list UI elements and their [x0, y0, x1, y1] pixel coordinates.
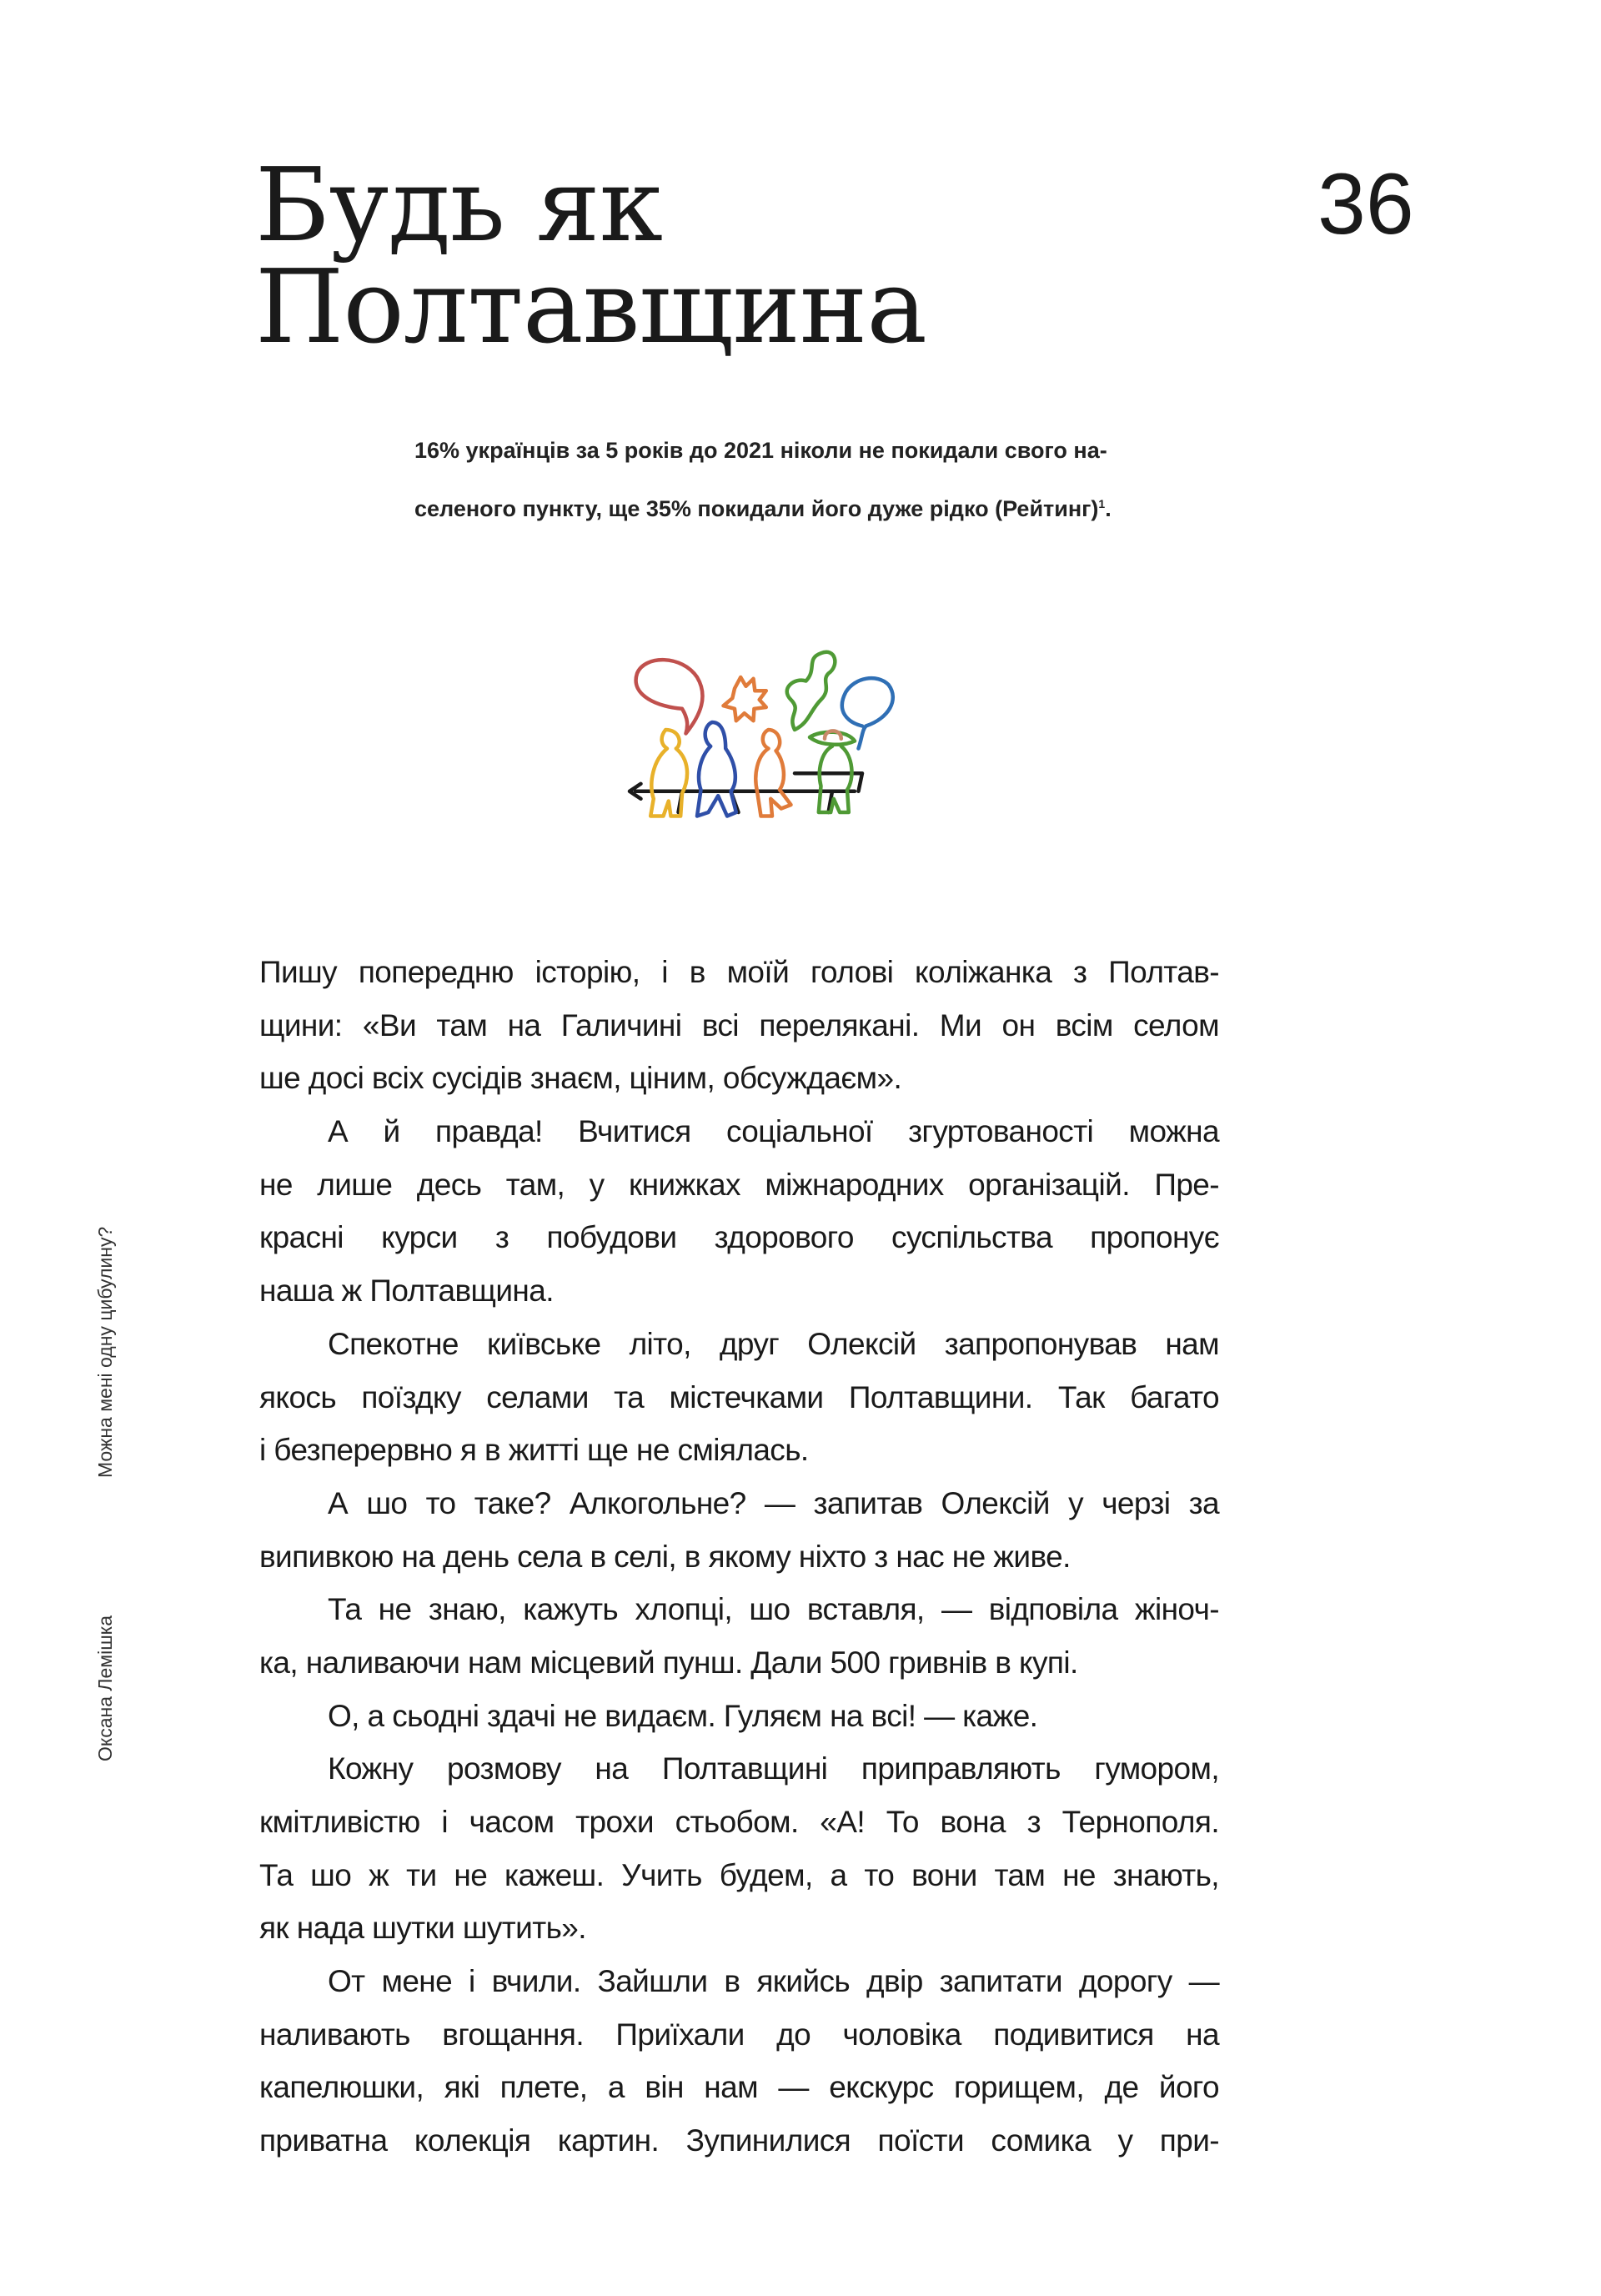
- body-line: ка, наливаючи нам місцевий пунш. Дали 500 гривнів в купі.: [259, 1645, 1078, 1680]
- body-line: щини: «Ви там на Галичині всі перелякані. Ми он всім селом: [259, 1007, 1219, 1042]
- body-line: Та шо ж ти не кажеш. Учить будем, а то вони там не знають,: [259, 1857, 1219, 1892]
- body-line: Спекотне київське літо, друг Олексій запропонував нам: [328, 1326, 1219, 1361]
- bench-icon: [630, 773, 862, 812]
- body-line: А шо то таке? Алкогольне? — запитав Олексій у черзі за: [328, 1485, 1219, 1520]
- body-line: Пишу попередню історію, і в моїй голові коліжанка з Полтав-: [259, 955, 1219, 989]
- person-icon: [697, 722, 736, 816]
- speech-bubble-icon: [636, 660, 703, 733]
- body-line: і безперервно я в житті ще не сміялась.: [259, 1433, 809, 1468]
- squiggle-bubble-icon: [787, 652, 836, 730]
- body-line: не лише десь там, у книжках міжнародних організацій. Пре-: [259, 1167, 1219, 1202]
- body-line: кмітливістю і часом трохи стьобом. «А! То вона з Тернополя.: [259, 1805, 1219, 1839]
- body-line: якось поїздку селами та містечками Полтавщини. Так багато: [259, 1379, 1219, 1414]
- body-line: красні курси з побудови здорового суспільства пропонує: [259, 1220, 1219, 1255]
- burst-icon: [724, 677, 766, 721]
- page-number: 36: [1317, 156, 1414, 253]
- body-line: ше досі всіх сусідів знаєм, ціним, обсуждаєм».: [259, 1061, 902, 1096]
- chapter-epigraph: [414, 424, 1215, 535]
- running-header-book-title: Можна мені одну цибулину?: [94, 1226, 116, 1478]
- body-line: наливають вгощання. Приїхали до чоловіка подивитися на: [259, 2017, 1219, 2052]
- chapter-title-line: Полтавщина: [255, 248, 927, 366]
- epigraph-text: селеного пункту, ще 35% покидали його дуже рідко (Рейтинг): [414, 496, 1099, 521]
- body-text: [259, 946, 1219, 2168]
- body-line: як нада шутки шутить».: [259, 1911, 586, 1946]
- body-line: випивкою на день села в селі, в якому ніхто з нас не живе.: [259, 1539, 1071, 1574]
- running-header-author: Оксана Лемішка: [94, 1615, 116, 1761]
- body-line: О, а сьодні здачі не видаєм. Гуляєм на всі! — каже.: [328, 1698, 1038, 1733]
- epigraph-line: 16% українців за 5 років до 2021 ніколи не покидали свого на-: [414, 438, 1107, 463]
- epigraph-line: [414, 477, 1215, 535]
- footnote-mark: 1: [1098, 497, 1106, 510]
- person-icon: [650, 730, 687, 816]
- body-line: капелюшки, які плете, а він нам — екскурс горищем, де його: [259, 2070, 1219, 2105]
- person-icon: [755, 730, 790, 816]
- hat-icon: [825, 731, 841, 738]
- body-line: А й правда! Вчитися соціальної згуртованості можна: [328, 1114, 1219, 1149]
- body-line: Та не знаю, кажуть хлопці, шо вставля, — відповіла жіноч-: [328, 1592, 1219, 1627]
- chapter-title-line: Будь як: [255, 146, 662, 264]
- body-line: наша ж Полтавщина.: [259, 1274, 554, 1309]
- body-line: приватна колекція картин. Зупинилися поїсти сомика у при-: [259, 2123, 1219, 2158]
- chapter-title: [255, 146, 927, 366]
- people-on-bench-talking-illustration: [607, 624, 907, 828]
- body-line: От мене і вчили. Зайшли в якийсь двір запитати дорогу —: [328, 1964, 1219, 1999]
- body-line: Кожну розмову на Полтавщині приправляють гумором,: [328, 1751, 1219, 1786]
- epigraph-end: .: [1105, 496, 1112, 521]
